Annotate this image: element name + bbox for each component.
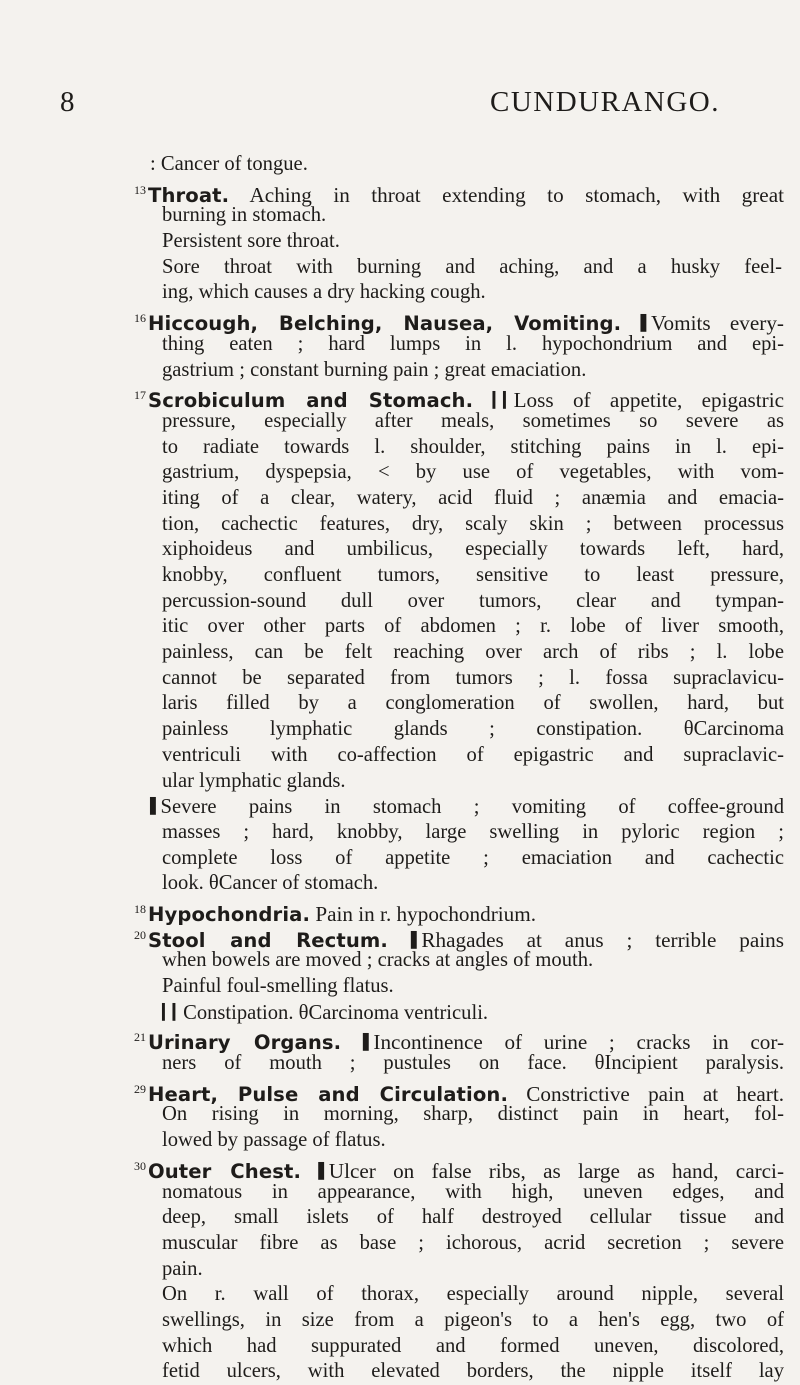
line-text: Aching in throat extending to stomach, with great	[249, 182, 784, 207]
text-line	[0, 1180, 784, 1206]
line-text: Pain in r. hypochondrium.	[315, 901, 537, 926]
line-text: Loss of appetite, epigastric	[513, 388, 784, 413]
running-head	[60, 86, 720, 126]
page-number: 8	[60, 86, 76, 118]
line-text: Persistent sore throat.	[162, 230, 340, 253]
section-heading-line	[0, 897, 800, 926]
line-text: thing eaten ; hard lumps in l. hypochondrium and epi-	[162, 332, 784, 355]
line-text: swellings, in size from a pigeon's to a hen's egg, two of	[162, 1308, 784, 1331]
text-line	[0, 1231, 784, 1257]
text-line	[0, 666, 784, 692]
section-number: 21	[134, 1030, 146, 1045]
line-text: itic over other parts of abdomen ; r. lobe of liver smooth,	[162, 615, 784, 638]
line-text: pressure, especially after meals, sometimes so severe as	[162, 409, 784, 432]
line-text: cannot be separated from tumors ; l. fossa supraclavicu-	[162, 666, 784, 689]
text-line	[0, 152, 800, 178]
line-text: percussion-sound dull over tumors, clear and tympan-	[162, 589, 784, 612]
section-heading-line	[0, 383, 784, 413]
text-line	[0, 1205, 784, 1231]
line-text: ing, which causes a dry hacking cough.	[162, 281, 486, 304]
section-rubric: Hypochondria.	[148, 902, 311, 926]
text-line	[0, 614, 784, 640]
text-line	[0, 1051, 784, 1077]
text-line	[0, 691, 784, 717]
line-text: iting of a clear, watery, acid fluid ; anæmia and emacia-	[162, 486, 784, 509]
section-rubric: Hiccough, Belching, Nausea, Vomiting.	[148, 312, 622, 336]
line-text: painless lymphatic glands ; constipation. θCarcinoma	[162, 718, 784, 741]
line-text: masses ; hard, knobby, large swelling in pyloric region ;	[162, 820, 784, 843]
text-line	[0, 948, 800, 974]
text-line	[0, 409, 784, 435]
line-text: ners of mouth ; pustules on face. θIncipient paralysis.	[162, 1052, 784, 1075]
line-text: On rising in morning, sharp, distinct pain in heart, fol-	[162, 1103, 784, 1126]
section-number: 18	[134, 901, 146, 916]
line-text: to radiate towards l. shoulder, stitching pains in l. epi-	[162, 435, 784, 458]
text-line	[0, 1359, 784, 1385]
section-heading-line	[0, 1077, 785, 1106]
line-text: complete loss of appetite ; emaciation and cachectic	[162, 846, 784, 869]
text-line	[0, 974, 800, 1000]
section-number: 13	[134, 182, 146, 197]
line-text: Incontinence of urine ; cracks in cor-	[373, 1030, 785, 1055]
text-line	[0, 435, 784, 461]
line-text: Sore throat with burning and aching, and a husky feel-	[162, 255, 782, 278]
section-rubric: Urinary Organs.	[148, 1031, 342, 1055]
line-text: burning in stomach.	[162, 204, 327, 227]
section-rubric: Heart, Pulse and Circulation.	[148, 1082, 508, 1106]
text-line	[0, 1257, 800, 1283]
text-line	[0, 358, 800, 384]
text-line	[0, 717, 784, 743]
emphasis-mark-icon: ▌	[150, 797, 161, 816]
section-rubric: Stool and Rectum.	[148, 928, 388, 952]
line-text: nomatous in appearance, with high, uneven edges, and	[162, 1180, 784, 1203]
line-text: Severe pains in stomach ; vomiting of coffee-ground	[160, 796, 784, 819]
running-title: CUNDURANGO.	[490, 86, 720, 118]
text-line	[0, 1308, 784, 1334]
section-number: 20	[134, 927, 146, 942]
text-line	[0, 203, 800, 229]
text-line	[0, 1282, 784, 1308]
line-text: Painful foul-smelling flatus.	[162, 975, 394, 997]
section-heading-line	[0, 306, 784, 336]
text-line	[0, 794, 784, 820]
section-number: 17	[134, 388, 146, 403]
line-text: Constipation. θCarcinoma ventriculi.	[183, 1001, 489, 1024]
line-text: Constrictive pain at heart.	[526, 1081, 785, 1106]
text-line	[0, 280, 800, 306]
emphasis-mark-icon: ▎▎	[492, 391, 514, 410]
line-text: muscular fibre as base ; ichorous, acrid secretion ; severe	[162, 1231, 784, 1254]
text-line	[0, 1128, 800, 1154]
line-text: deep, small islets of half destroyed cellular tissue and	[162, 1206, 784, 1229]
line-text: lowed by passage of flatus.	[162, 1129, 386, 1152]
emphasis-mark-icon: ▌	[640, 314, 651, 333]
line-text: gastrium ; constant burning pain ; great emaciation.	[162, 358, 587, 381]
line-text: fetid ulcers, with elevated borders, the nipple itself lay	[162, 1360, 784, 1383]
text-line	[0, 1000, 800, 1026]
text-line	[0, 1102, 784, 1128]
section-heading-line	[0, 1154, 784, 1183]
emphasis-mark-icon: ▎▎	[162, 1002, 184, 1021]
section-number: 29	[134, 1081, 146, 1096]
text-line	[0, 512, 784, 538]
emphasis-mark-icon: ▌	[362, 1033, 374, 1052]
text-line	[0, 640, 784, 666]
text-line	[0, 460, 784, 486]
line-text: Vomits every-	[650, 311, 784, 336]
section-number: 16	[134, 311, 146, 326]
text-line	[0, 537, 784, 563]
line-text: tion, cachectic features, dry, scaly skin ; between processus	[162, 512, 784, 535]
text-line	[0, 486, 784, 512]
line-text: gastrium, dyspepsia, < by use of vegetables, with vom-	[162, 461, 784, 484]
line-text: Rhagades at anus ; terrible pains	[421, 927, 785, 952]
text-line	[0, 846, 784, 872]
text-line	[0, 820, 784, 846]
line-text: On r. wall of thorax, especially around nipple, several	[162, 1283, 784, 1306]
text-line	[0, 255, 782, 281]
section-rubric: Outer Chest.	[148, 1159, 301, 1183]
line-text: laris filled by a conglomeration of swollen, hard, but	[162, 692, 784, 715]
section-rubric: Scrobiculum and Stomach.	[148, 389, 474, 413]
body-text	[0, 152, 800, 1385]
line-text: which had suppurated and formed uneven, discolored,	[162, 1334, 784, 1357]
text-line	[0, 589, 784, 615]
section-number: 30	[134, 1158, 146, 1173]
line-prefix: :	[150, 153, 161, 175]
text-line	[0, 563, 784, 589]
emphasis-mark-icon: ▌	[410, 930, 422, 949]
line-text: Cancer of tongue.	[160, 153, 308, 175]
line-text: Ulcer on false ribs, as large as hand, carci-	[328, 1158, 784, 1183]
text-line	[0, 871, 800, 897]
text-line	[0, 229, 800, 255]
text-line	[0, 743, 784, 769]
section-heading-line	[0, 178, 784, 207]
section-heading-line	[0, 923, 785, 952]
text-line	[0, 769, 800, 795]
text-line	[0, 332, 784, 358]
section-heading-line	[0, 1025, 785, 1055]
section-rubric: Throat.	[148, 183, 230, 207]
line-text: when bowels are moved ; cracks at angles of mouth.	[162, 949, 594, 972]
emphasis-mark-icon: ▌	[318, 1161, 329, 1180]
line-text: pain.	[162, 1257, 203, 1280]
line-text: ular lymphatic glands.	[162, 769, 346, 792]
line-text: look. θCancer of stomach.	[162, 872, 379, 895]
line-text: ventriculi with co-affection of epigastric and supraclavic-	[162, 743, 784, 766]
line-text: xiphoideus and umbilicus, especially towards left, hard,	[162, 538, 784, 561]
line-text: painless, can be felt reaching over arch of ribs ; l. lobe	[162, 641, 784, 664]
text-line	[0, 1334, 784, 1360]
line-text: knobby, confluent tumors, sensitive to least pressure,	[162, 564, 784, 586]
